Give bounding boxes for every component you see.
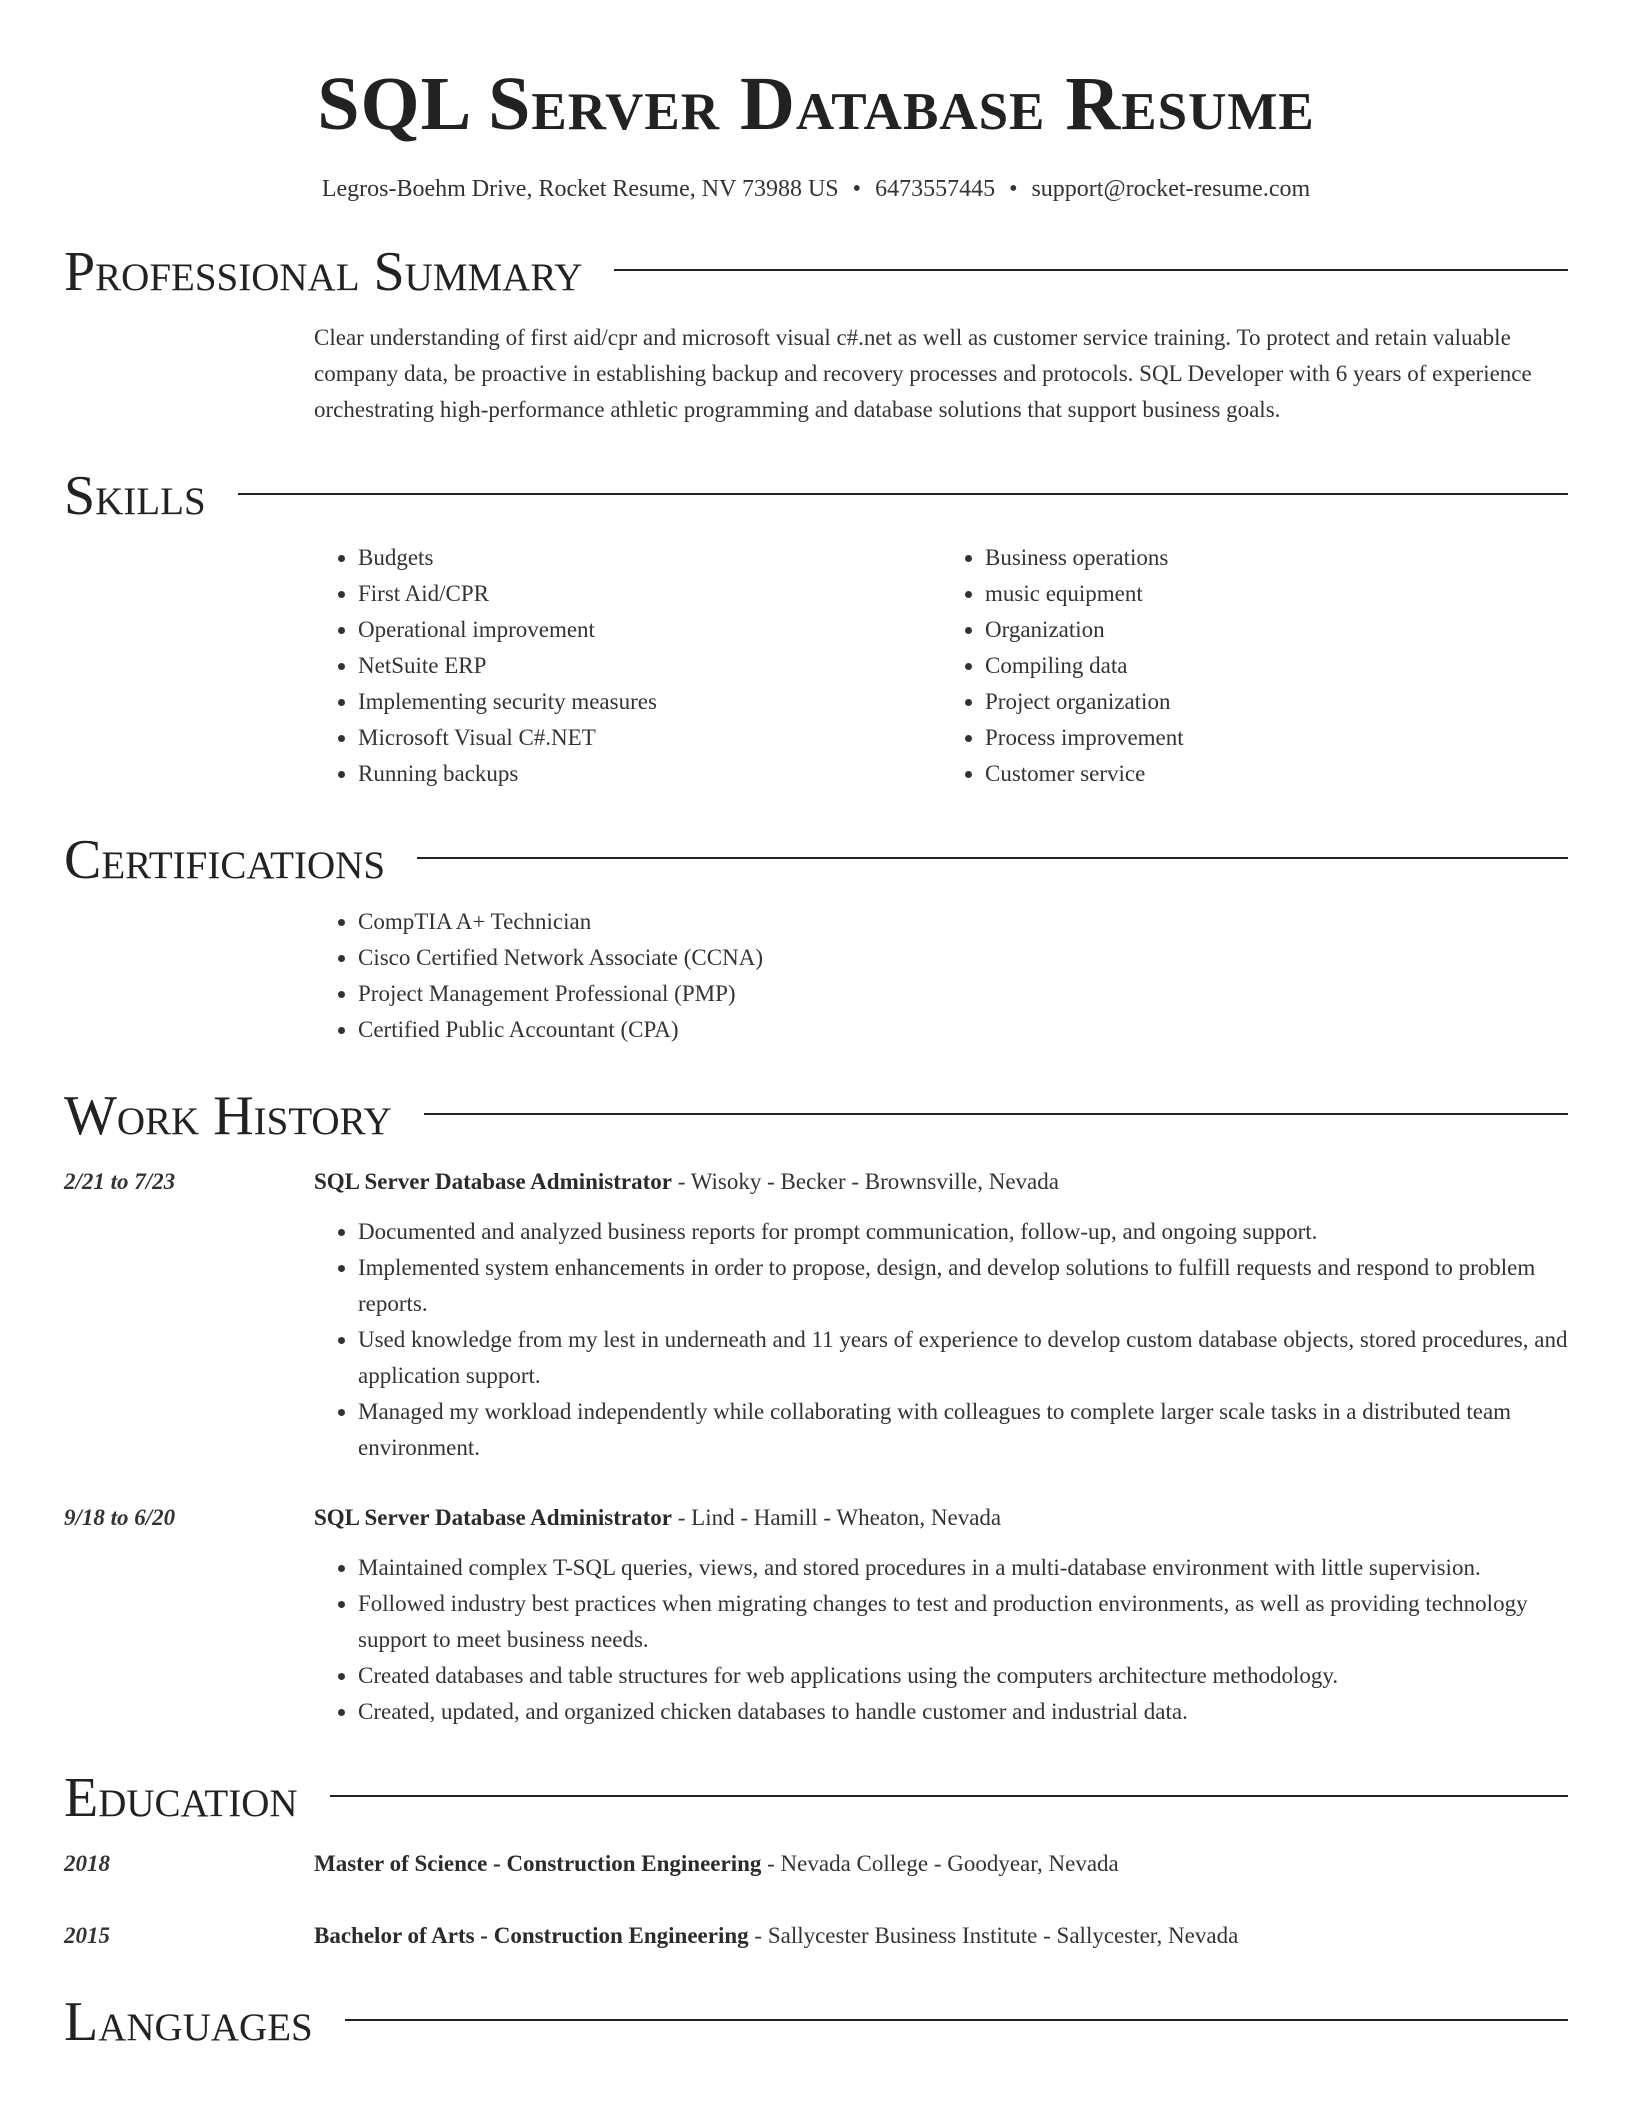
skills-column-right <box>941 540 1568 792</box>
degree: Bachelor of Arts - Construction Engineering <box>314 1923 749 1948</box>
summary-text: Clear understanding of first aid/cpr and microsoft visual c#.net as well as customer service training. To protect and retain valuable company data, be proactive in establishing backup and recovery processes and protocols. SQL Developer with 6 years of experience orchestrating high-performance athletic programming and database solutions that support business goals. <box>314 325 1532 422</box>
section-rule <box>330 1795 1568 1797</box>
job-dates: 9/18 to 6/20 <box>64 1505 176 1530</box>
contact-line <box>64 174 1568 204</box>
skill-item: • Running backups <box>358 756 941 792</box>
address: Legros-Boehm Drive, Rocket Resume, NV 73988 US <box>321 176 839 202</box>
job-title: SQL Server Database Administrator <box>314 1169 672 1194</box>
skill-item: • Implementing security measures <box>358 684 941 720</box>
job-employer: - Wisoky - Becker - Brownsville, Nevada <box>671 1169 1059 1194</box>
job-employer: - Lind - Hamill - Wheaton, Nevada <box>671 1505 1002 1530</box>
section-title: Education <box>64 1767 298 1829</box>
section-header-skills <box>64 464 1568 528</box>
job-bullet: • Created databases and table structures for web applications using the computers architecture methodology. <box>358 1658 1568 1694</box>
section-title: Work History <box>64 1085 392 1147</box>
email: support@rocket-resume.com <box>1031 176 1311 202</box>
job-bullets <box>314 1550 1568 1730</box>
job-bullet: • Implemented system enhancements in order to propose, design, and develop solutions to fulfill requests and respond to problem reports. <box>358 1250 1568 1322</box>
skill-item: • Compiling data <box>985 648 1568 684</box>
section-rule <box>417 857 1568 859</box>
section-title: Skills <box>64 465 206 527</box>
section-header-certifications <box>64 828 1568 892</box>
job-bullet: • Followed industry best practices when migrating changes to test and production environments, as well as providing technology support to meet business needs. <box>358 1586 1568 1658</box>
certification-item: • Project Management Professional (PMP) <box>358 976 1568 1012</box>
skill-item: • Project organization <box>985 684 1568 720</box>
section-rule <box>424 1113 1568 1115</box>
skill-item: • Customer service <box>985 756 1568 792</box>
education-entry <box>64 1846 1568 1882</box>
resume-page <box>64 0 1568 2054</box>
skills-column-left <box>314 540 941 792</box>
separator: • <box>852 176 862 202</box>
certification-item: • Cisco Certified Network Associate (CCNA) <box>358 940 1568 976</box>
job-title-line <box>314 1500 1568 1536</box>
certification-item: • Certified Public Accountant (CPA) <box>358 1012 1568 1048</box>
section-title: Languages <box>64 1991 313 2053</box>
skill-item: • Operational improvement <box>358 612 941 648</box>
education-entry <box>64 1918 1568 1954</box>
job-entry <box>64 1164 1568 1466</box>
section-rule <box>238 493 1568 495</box>
section-header-summary <box>64 240 1568 304</box>
job-dates: 2/21 to 7/23 <box>64 1169 176 1194</box>
section-rule <box>345 2019 1568 2021</box>
job-bullet: • Used knowledge from my lest in underneath and 11 years of experience to develop custom database objects, stored procedures, and application support. <box>358 1322 1568 1394</box>
job-bullets <box>314 1214 1568 1466</box>
section-header-education <box>64 1766 1568 1830</box>
skill-item: • Business operations <box>985 540 1568 576</box>
job-title-line <box>314 1164 1568 1200</box>
section-header-languages <box>64 1990 1568 2054</box>
job-entry <box>64 1500 1568 1730</box>
phone: 6473557445 <box>875 176 996 202</box>
job-bullet: • Documented and analyzed business reports for prompt communication, follow-up, and ongoing support. <box>358 1214 1568 1250</box>
section-header-work-history <box>64 1084 1568 1148</box>
skill-item: • First Aid/CPR <box>358 576 941 612</box>
job-bullet: • Managed my workload independently while collaborating with colleagues to complete larger scale tasks in a distributed team environment. <box>358 1394 1568 1466</box>
skill-item: • Process improvement <box>985 720 1568 756</box>
school: - Nevada College - Goodyear, Nevada <box>761 1851 1119 1876</box>
job-bullet: • Created, updated, and organized chicken databases to handle customer and industrial data. <box>358 1694 1568 1730</box>
separator: • <box>1009 176 1018 202</box>
skill-item: • Organization <box>985 612 1568 648</box>
education-year: 2018 <box>64 1851 110 1876</box>
section-title: Certifications <box>64 829 386 891</box>
skill-item: • music equipment <box>985 576 1568 612</box>
skills-grid <box>314 540 1568 792</box>
skill-item: • Microsoft Visual C#.NET <box>358 720 941 756</box>
certification-item: • CompTIA A+ Technician <box>358 904 1568 940</box>
work-history-list <box>64 1164 1568 1730</box>
education-list <box>64 1846 1568 1954</box>
skill-item: • NetSuite ERP <box>358 648 941 684</box>
resume-name: SQL Server Database Resume <box>317 62 1315 146</box>
job-bullet: • Maintained complex T-SQL queries, views, and stored procedures in a multi-database environment with little supervision. <box>358 1550 1568 1586</box>
section-title: Professional Summary <box>64 241 583 303</box>
degree: Master of Science - Construction Engineering <box>314 1851 762 1876</box>
school: - Sallycester Business Institute - Sallycester, Nevada <box>748 1923 1239 1948</box>
certifications-list <box>314 904 1568 1048</box>
section-rule <box>614 269 1568 271</box>
skill-item: • Budgets <box>358 540 941 576</box>
education-year: 2015 <box>64 1923 110 1948</box>
job-title: SQL Server Database Administrator <box>314 1505 672 1530</box>
